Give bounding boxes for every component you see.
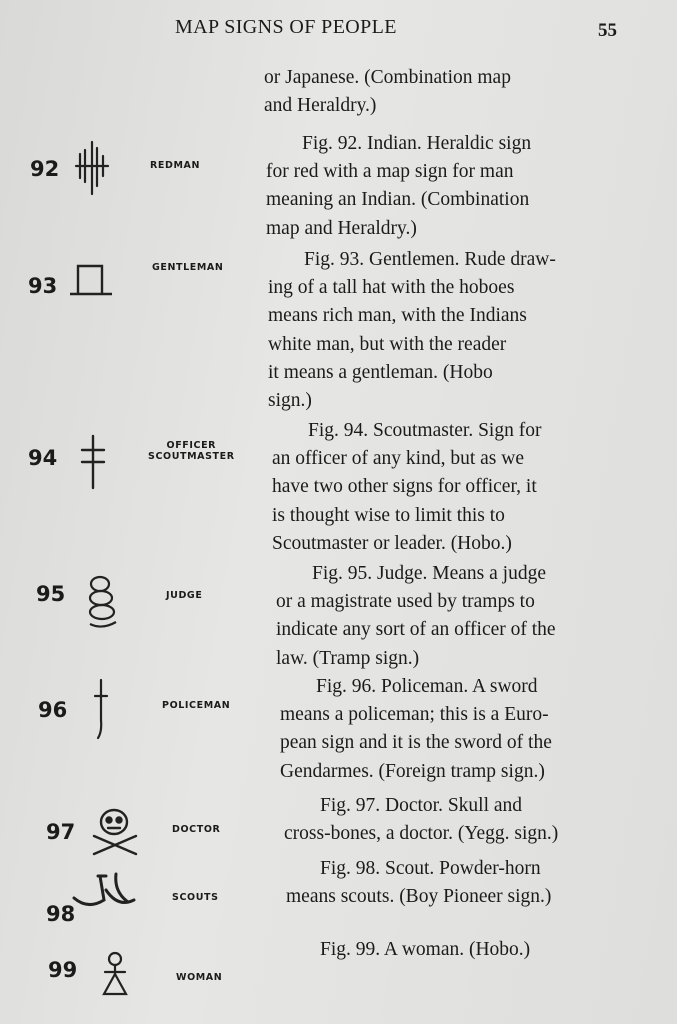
text-line: Fig. 95. Judge. Means a judge (312, 563, 546, 584)
text-line: or Japanese. (Combination map (264, 67, 511, 88)
running-head: MAP SIGNS OF PEOPLE (175, 16, 397, 38)
text-line: means scouts. (Boy Pioneer sign.) (286, 886, 552, 908)
text-line: Fig. 96. Policeman. A sword (316, 676, 538, 697)
figure-number: 97 (46, 820, 76, 844)
text-line: and Heraldry.) (264, 95, 377, 117)
figure-label-line: OFFICER (166, 440, 217, 451)
text-line: pean sign and it is the sword of the (280, 732, 552, 754)
text-line: map and Heraldry.) (266, 217, 417, 239)
text-line: it means a gentleman. (Hobo (268, 361, 493, 383)
figure-label: JUDGE (166, 590, 203, 601)
paragraph-fig-98 (286, 855, 642, 911)
skull-crossbones-sign-icon (88, 806, 144, 858)
paragraph-fig-96 (280, 673, 638, 786)
text-line: cross-bones, a doctor. (Yegg. sign.) (284, 823, 559, 845)
figure-95 (0, 572, 265, 632)
figure-number: 92 (30, 157, 60, 181)
text-line: Fig. 99. A woman. (Hobo.) (320, 939, 531, 960)
text-line: sign.) (268, 390, 312, 412)
officer-cross-sign-icon (78, 432, 108, 490)
text-line: is thought wise to limit this to (272, 504, 505, 526)
text-line: means a policeman; this is a Euro- (280, 704, 549, 726)
figure-number: 93 (28, 274, 58, 298)
figure-label: POLICEMAN (162, 700, 231, 711)
text-line: white man, but with the reader (268, 333, 507, 355)
text-line: law. (Tramp sign.) (276, 647, 420, 669)
tall-hat-sign-icon (66, 260, 116, 300)
figure-94 (0, 432, 265, 492)
paragraph-fig-99 (320, 936, 640, 964)
figure-92 (0, 140, 265, 200)
figure-number: 94 (28, 446, 58, 470)
text-line: an officer of any kind, but as we (272, 448, 524, 470)
figure-number: 96 (38, 698, 68, 722)
text-line: Fig. 93. Gentlemen. Rude draw- (304, 249, 556, 270)
paragraph-fig-94 (272, 417, 634, 558)
figure-label: REDMAN (150, 160, 201, 171)
judge-coil-sign-icon (82, 572, 122, 632)
text-line: Fig. 97. Doctor. Skull and (320, 795, 523, 816)
text-line: Fig. 98. Scout. Powder-horn (320, 858, 541, 879)
figure-label-line: SCOUTMASTER (148, 451, 235, 462)
paragraph-fig-92 (266, 130, 628, 243)
figure-93 (0, 256, 265, 316)
figure-label: SCOUTS (172, 892, 219, 903)
paragraph-fig-97 (284, 792, 640, 848)
paragraph-fig-93 (268, 246, 630, 415)
figure-96 (0, 676, 265, 736)
page-number: 55 (598, 20, 617, 41)
text-line: have two other signs for officer, it (272, 476, 537, 498)
figure-label: GENTLEMAN (152, 262, 224, 273)
text-line: Fig. 94. Scoutmaster. Sign for (308, 420, 542, 441)
text-line: Fig. 92. Indian. Heraldic sign (302, 133, 532, 154)
text-line: means rich man, with the Indians (268, 305, 527, 327)
figure-number: 98 (46, 902, 76, 926)
figure-99 (0, 950, 265, 1010)
figure-label (148, 440, 235, 462)
text-line: or a magistrate used by tramps to (276, 591, 535, 613)
figure-97 (0, 806, 265, 866)
text-line: Gendarmes. (Foreign tramp sign.) (280, 760, 545, 782)
figure-98 (0, 868, 265, 928)
powder-horn-sign-icon (70, 868, 150, 916)
text-line: Scoutmaster or leader. (Hobo.) (272, 532, 512, 554)
figure-number: 99 (48, 958, 78, 982)
figure-label: DOCTOR (172, 824, 221, 835)
intro-paragraph (264, 64, 624, 120)
text-line: meaning an Indian. (Combination (266, 189, 530, 211)
page-header (0, 12, 677, 46)
woman-figure-sign-icon (100, 950, 130, 1000)
paragraph-fig-95 (276, 560, 636, 673)
sword-sign-icon (90, 676, 114, 742)
redman-sign-icon (72, 140, 112, 196)
text-line: ing of a tall hat with the hoboes (268, 277, 515, 299)
text-line: indicate any sort of an officer of the (276, 619, 556, 641)
text-line: for red with a map sign for man (266, 161, 514, 183)
figure-label: WOMAN (176, 972, 223, 983)
figure-number: 95 (36, 582, 66, 606)
